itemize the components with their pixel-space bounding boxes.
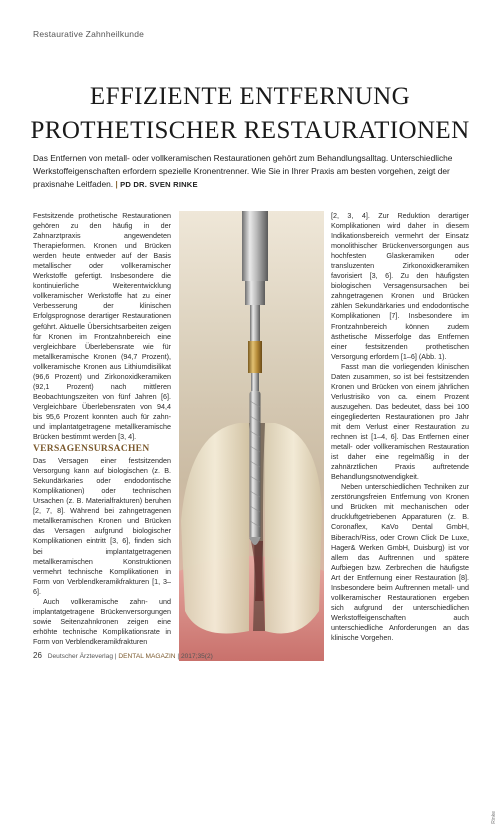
magazine-name: DENTAL MAGAZIN [118, 653, 176, 660]
section-label: Restaurative Zahnheilkunde [33, 29, 145, 39]
right-paragraph-2: Fasst man die vorliegenden klinischen Daten zusammen, so ist bei festsitzenden Kronen und Brücken von einem jährlichen Verlustrisiko von ca. einem Prozent auszugehen. Das bedeutet, dass bei 100 eingegliederten Restaurationen pro Jahr mit dem Verlust einer Restauration zu rechnen ist [1–4, 6]. Das Entfernen einer metall- oder vollkeramischen Restauration ist daher eine regelmäßig in der zahnärztlichen Praxis auftretende Behandlungsnotwendigkeit. [331, 361, 469, 482]
page-footer [33, 651, 213, 660]
article-title-line-2: PROTHETISCHER RESTAURATIONEN [30, 117, 470, 144]
left-paragraph-3: Auch vollkeramische zahn- und implantatgetragene Brückenversorgungen sowie Seitenzahnkronen zeigen eine erhöhte technische Komplikationsrate in Form von Verblendkeramikfrakturen [33, 596, 171, 646]
intro-text: Das Entfernen von metall- oder vollkeramischen Restaurationen gehört zum Behandlungsalltag. Unterschiedliche Werkstoffeigenschaften erfordern spezielle Kronentrenner. Wie Sie in Ihrer Praxis am besten vorgehen, zeigt der praxisnahe Leitfaden. [33, 153, 453, 189]
intro-separator: | [115, 179, 118, 189]
right-paragraph-1: [2, 3, 4]. Zur Reduktion derartiger Komplikationen wird daher in diesem Indikationsbereich vermehrt der Einsatz monolithischer Brückenversorgungen aus hochfesten Glaskeramiken oder transluzenten Zirkonoxidkeramiken favorisiert [3, 6]. Zu den häufigsten biologischen Versagensursachen bei zahngetragenen Kronen und Brücken zählen Sekundärkaries und endodontische Komplikationen [7]. Insbesondere im Frontzahnbereich können zudem ästhetische Misserfolge das Entfernen einer festsitzenden prothetischen Versorgung erfordern [1–6] (Abb. 1). [331, 211, 469, 361]
article-title-line-1: EFFIZIENTE ENTFERNUNG [89, 83, 411, 110]
crown-cutter-bur-illustration [179, 211, 324, 661]
photo-credit: Rinke [491, 811, 497, 824]
issue-info: 2017;35(2) [180, 653, 213, 660]
right-column [331, 211, 469, 643]
section-heading: VERSAGENSURSACHEN [33, 444, 150, 455]
article-intro [33, 152, 473, 191]
author-name: PD DR. SVEN RINKE [120, 180, 198, 189]
left-column [33, 211, 171, 647]
page-number: 26 [33, 651, 42, 660]
footer-divider: | [177, 653, 180, 660]
footer-divider: | [114, 653, 117, 660]
left-paragraph-2: Das Versagen einer festsitzenden Versorgung kann auf biologischen (z. B. Sekundärkaries oder endodontische Komplikationen) oder technischen Ursachen (z. B. Materialfrakturen) beruhen [2, 7, 8]. Während bei zahngetragenen metallkeramischen Kronen und Brücken das Versagen aufgrund biologischer Komplikationen eintritt [3, 6], finden sich bei implantatgetragenen metallkeramischen Konstruktionen vermehrt technische Komplikationen in Form von Verblendkeramikfrakturen [1, 3–6]. [33, 456, 171, 596]
right-paragraph-3: Neben unterschiedlichen Techniken zur zerstörungsfreien Entfernung von Kronen und Brücken mit mechanischen oder druckluftgetriebenen Apparaturen (z. B. Coronaflex, KaVo Dental GmbH, Biberach/Riss, oder Crown Click De Luxe, Hager& Werken GmbH, Duisburg) ist vor allem das Auftrennen und spätere Aufbiegen bzw. Zerbrechen die häufigste Art der Entfernung einer Restauration [8]. Insbesondere beim Auftrennen metall- und vollkeramischer Restaurationen ergeben sich aufgrund der unterschiedlichen Werkstoffeigenschaften auch unterschiedliche Anforderungen an das klinische Vorgehen. [331, 482, 469, 642]
left-paragraph-1: Festsitzende prothetische Restaurationen gehören zu den häufig in der Zahnarztpraxis angewendeten Therapieformen. Kronen und Brücken werden heute entweder auf der Basis metallischer oder vollkeramischer Werkstoffe gefertigt. Insbesondere die kontinuierliche Weiterentwicklung vollkeramischer Werkstoffe hat zu einer Verbesserung der klinischen Erfolgsprognose derartiger Restaurationen geführt. Aktuelle Übersichtsarbeiten zeigen für Kronen im Frontzahnbereich eine vergleichbare Überlebensrate wie für metallkeramische Kronen (94,7 Prozent), vollkeramische Kronen aus Lithiumdisilikat (96,6 Prozent) und Zirkonoxidkeramiken (92,1 Prozent) nach mittleren Beobachtungszeiten von fünf Jahren [6]. Vergleichbare Überlebensraten von 94,4 bis 95,6 Prozent konnten auch für zahn- und implantatgetragene metallkeramische Brücken bestimmt werden [3, 4]. [33, 211, 171, 442]
publisher: Deutscher Ärzteverlag [47, 653, 113, 660]
